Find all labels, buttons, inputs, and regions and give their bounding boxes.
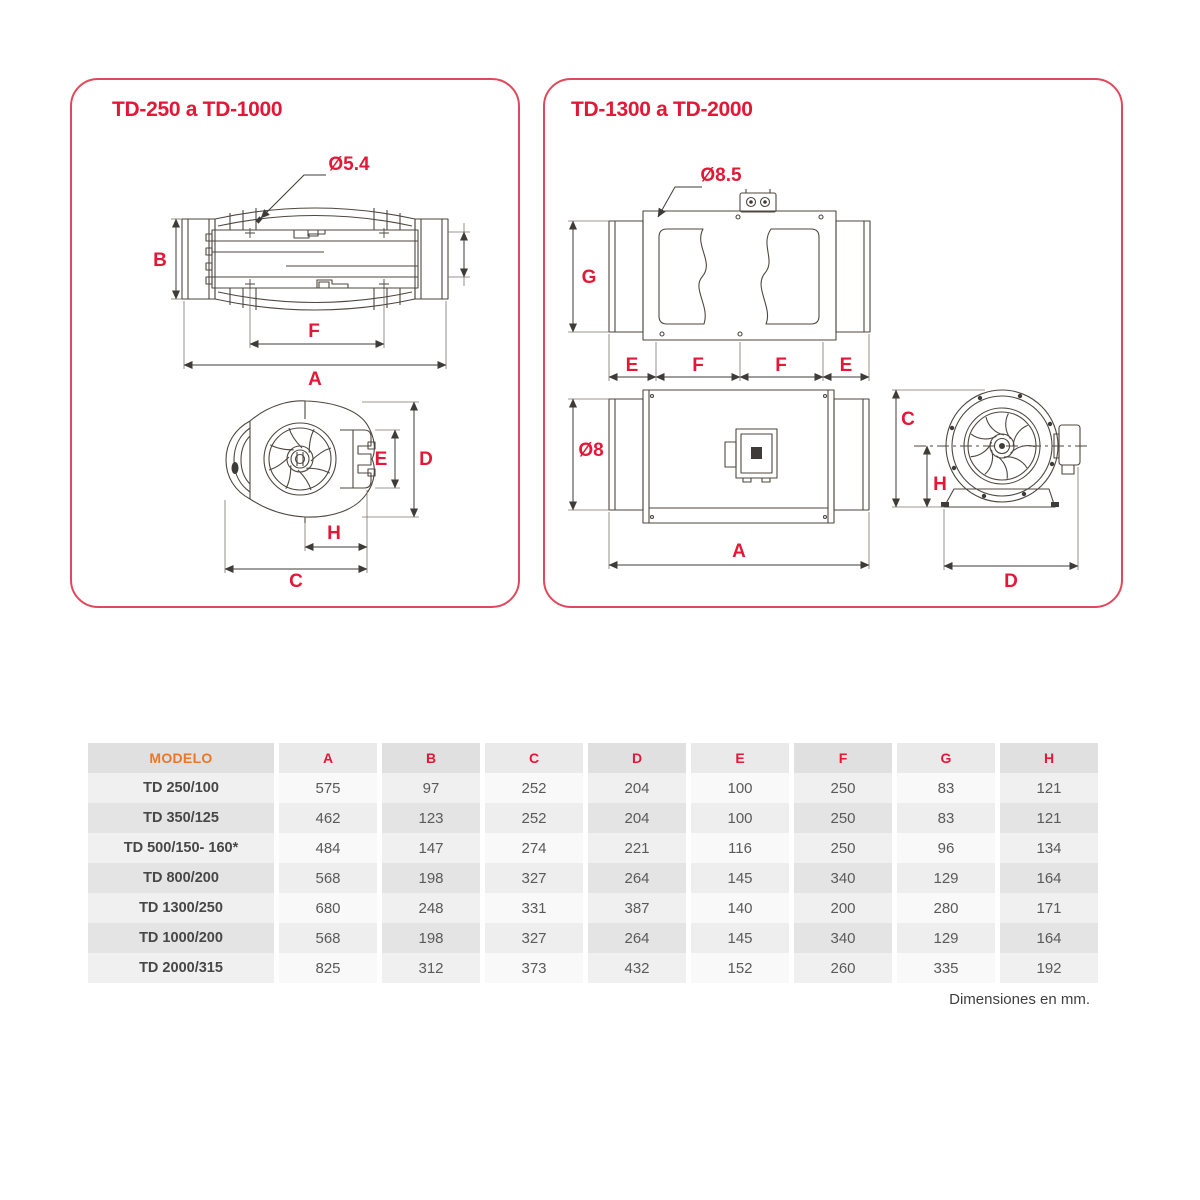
column-header-c: C — [485, 743, 583, 773]
fan-dimension-drawing-td1300 — [545, 80, 1121, 606]
dim-label-c: C — [289, 571, 303, 592]
fan-side-view — [182, 208, 448, 310]
dim-label-duct-diameter: Ø8 — [578, 440, 604, 461]
column-header-h: H — [1000, 743, 1098, 773]
table-cell: 274 — [485, 833, 583, 863]
dimensions-table — [83, 743, 1103, 983]
table-row — [88, 773, 1098, 803]
model-name-cell: TD 800/200 — [88, 863, 274, 893]
table-cell: 568 — [279, 923, 377, 953]
panel-title: TD-1300 a TD-2000 — [571, 98, 753, 121]
model-name-cell: TD 2000/315 — [88, 953, 274, 983]
column-header-d: D — [588, 743, 686, 773]
table-cell: 97 — [382, 773, 480, 803]
dim-label-d: D — [419, 449, 433, 470]
table-cell: 340 — [794, 863, 892, 893]
table-cell: 83 — [897, 773, 995, 803]
table-cell: 432 — [588, 953, 686, 983]
table-cell: 575 — [279, 773, 377, 803]
column-header-g: G — [897, 743, 995, 773]
table-cell: 252 — [485, 773, 583, 803]
table-cell: 327 — [485, 923, 583, 953]
table-row — [88, 953, 1098, 983]
dim-label-e: E — [374, 449, 388, 470]
dim-label-g: G — [581, 267, 597, 288]
table-cell: 164 — [1000, 923, 1098, 953]
column-header-a: A — [279, 743, 377, 773]
table-cell: 140 — [691, 893, 789, 923]
model-name-cell: TD 1300/250 — [88, 893, 274, 923]
table-cell: 129 — [897, 923, 995, 953]
table-cell: 121 — [1000, 773, 1098, 803]
table-cell: 280 — [897, 893, 995, 923]
table-cell: 264 — [588, 923, 686, 953]
table-cell: 147 — [382, 833, 480, 863]
table-cell: 250 — [794, 833, 892, 863]
model-name-cell: TD 500/150- 160* — [88, 833, 274, 863]
table-cell: 312 — [382, 953, 480, 983]
table-row — [88, 893, 1098, 923]
table-cell: 680 — [279, 893, 377, 923]
motor-bracket — [340, 430, 371, 488]
column-header-modelo: MODELO — [88, 743, 274, 773]
table-cell: 484 — [279, 833, 377, 863]
table-cell: 192 — [1000, 953, 1098, 983]
table-cell: 96 — [897, 833, 995, 863]
table-cell: 373 — [485, 953, 583, 983]
table-cell: 152 — [691, 953, 789, 983]
panel-title: TD-250 a TD-1000 — [112, 98, 283, 121]
model-name-cell: TD 1000/200 — [88, 923, 274, 953]
panel-td1300-td2000 — [543, 78, 1123, 608]
table-cell: 252 — [485, 803, 583, 833]
fan-dimension-drawing-td250 — [72, 80, 518, 606]
table-cell: 204 — [588, 803, 686, 833]
table-cell: 264 — [588, 863, 686, 893]
table-cell: 164 — [1000, 863, 1098, 893]
table-cell: 145 — [691, 923, 789, 953]
model-name-cell: TD 350/125 — [88, 803, 274, 833]
fan-side-view — [609, 390, 869, 523]
table-cell: 331 — [485, 893, 583, 923]
motor-terminal-box — [1059, 425, 1080, 465]
table-cell: 250 — [794, 803, 892, 833]
table-cell: 83 — [897, 803, 995, 833]
table-cell: 200 — [794, 893, 892, 923]
table-row — [88, 923, 1098, 953]
column-header-f: F — [794, 743, 892, 773]
access-door-left — [659, 229, 706, 324]
dim-label-f-right: F — [775, 355, 787, 376]
table-cell: 145 — [691, 863, 789, 893]
panel-td250-td1000 — [70, 78, 520, 608]
table-cell: 121 — [1000, 803, 1098, 833]
table-cell: 248 — [382, 893, 480, 923]
table-cell: 100 — [691, 803, 789, 833]
table-cell: 250 — [794, 773, 892, 803]
dim-label-a: A — [732, 541, 746, 562]
inlet-shadow — [232, 462, 239, 474]
table-row — [88, 863, 1098, 893]
table-cell: 171 — [1000, 893, 1098, 923]
table-cell: 100 — [691, 773, 789, 803]
dim-label-b: B — [153, 250, 167, 271]
table-header-row — [88, 743, 1098, 773]
dim-label-h: H — [933, 474, 947, 495]
extension-lines — [171, 219, 470, 573]
table-cell: 198 — [382, 923, 480, 953]
table-cell: 204 — [588, 773, 686, 803]
table-row — [88, 803, 1098, 833]
column-header-b: B — [382, 743, 480, 773]
dim-label-a: A — [308, 369, 322, 390]
table-cell: 116 — [691, 833, 789, 863]
table-cell: 260 — [794, 953, 892, 983]
dim-label-c: C — [901, 409, 915, 430]
dim-label-f-left: F — [692, 355, 704, 376]
fan-top-view — [609, 189, 870, 340]
access-door-right — [761, 229, 819, 324]
table-cell: 221 — [588, 833, 686, 863]
table-row — [88, 833, 1098, 863]
table-cell: 129 — [897, 863, 995, 893]
dim-label-d: D — [1004, 571, 1018, 592]
model-name-cell: TD 250/100 — [88, 773, 274, 803]
table-cell: 134 — [1000, 833, 1098, 863]
mounting-foot — [944, 489, 1055, 507]
dim-label-hole-diameter: Ø5.4 — [328, 154, 370, 175]
table-cell: 335 — [897, 953, 995, 983]
table-cell: 462 — [279, 803, 377, 833]
units-footnote: Dimensiones en mm. — [949, 991, 1090, 1008]
dim-label-hole-diameter: Ø8.5 — [700, 165, 742, 186]
junction-box — [740, 193, 776, 212]
table-cell: 825 — [279, 953, 377, 983]
table-cell: 327 — [485, 863, 583, 893]
table-cell: 198 — [382, 863, 480, 893]
table-cell: 387 — [588, 893, 686, 923]
fan-axial-view — [226, 401, 375, 523]
table-cell: 340 — [794, 923, 892, 953]
dim-label-f: F — [308, 321, 320, 342]
dim-label-e-right: E — [839, 355, 853, 376]
column-header-e: E — [691, 743, 789, 773]
table-cell: 123 — [382, 803, 480, 833]
dim-label-e-left: E — [625, 355, 639, 376]
table-cell: 568 — [279, 863, 377, 893]
dim-label-h: H — [327, 523, 341, 544]
